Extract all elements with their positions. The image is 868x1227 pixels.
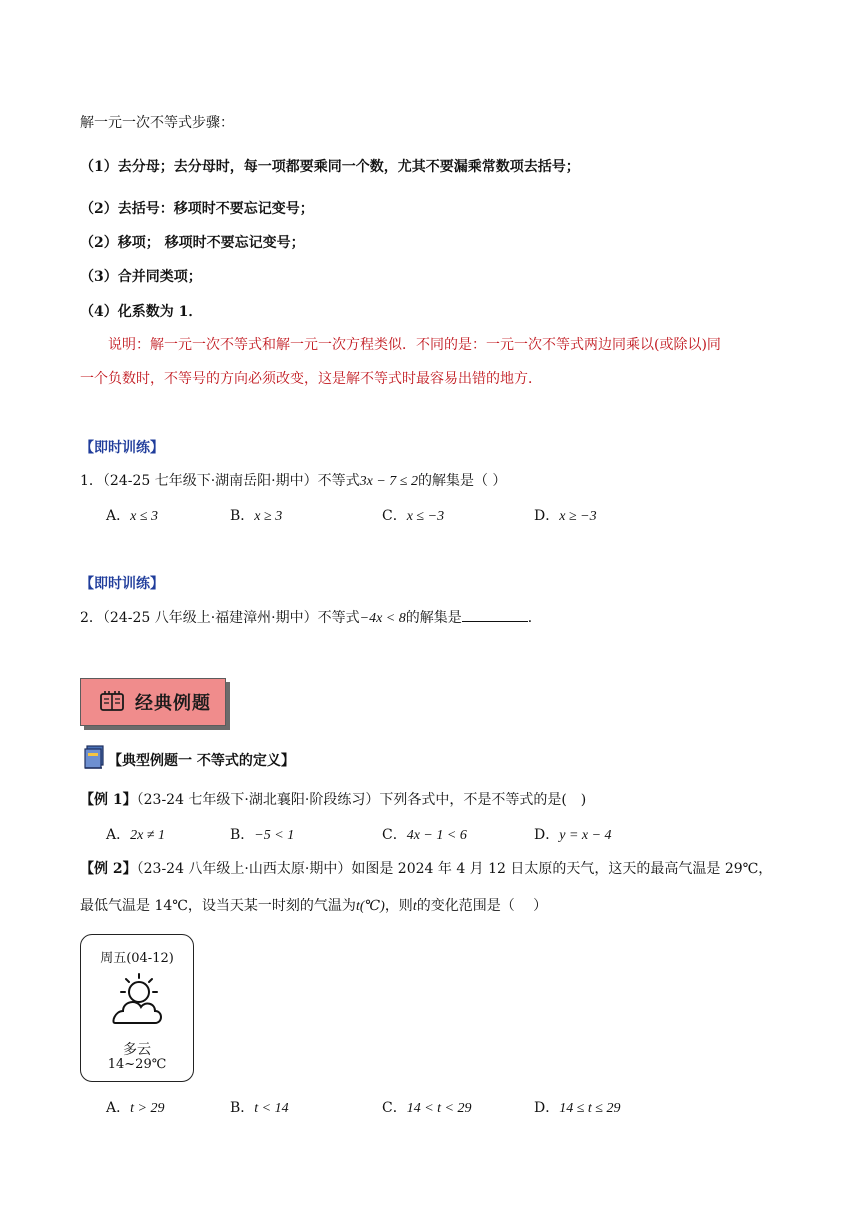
note-line-2: 一个负数时，不等号的方向必须改变，这是解不等式时最容易出错的地方． [80,371,542,387]
practice-1-option-d[interactable]: D．x ≥ −3 [534,508,597,524]
book-ring-icon [99,689,125,713]
example-1-option-d[interactable]: D．y = x − 4 [534,827,612,843]
practice-tag-2: 【即时训练】 [80,576,164,592]
step-4: （3）合并同类项； [80,269,202,285]
steps-heading: 解一元一次不等式步骤： [80,115,234,131]
weather-condition: 多云 [123,1042,151,1058]
weather-card [80,934,194,1082]
step-1: （1）去分母；去分母时，每一项都要乘同一个数，尤其不要漏乘常数项去括号； [80,159,580,175]
practice-1-option-c[interactable]: C．x ≤ −3 [382,508,445,524]
example-1-option-c[interactable]: C．4x − 1 < 6 [382,827,467,843]
example-1-option-b[interactable]: B．−5 < 1 [230,827,295,843]
banner-title: 经典例题 [135,693,211,714]
classic-examples-banner [80,678,226,726]
weather-date: 周五(04-12) [100,951,174,966]
practice-1-prefix: 1．（24-25 七年级下·湖南岳阳·期中）不等式 [80,473,360,489]
example-1-option-a[interactable]: A．2x ≠ 1 [106,827,166,843]
example-1-tag: 【例 1】 [80,792,137,808]
practice-1-suffix: 的解集是（ ） [417,473,507,489]
practice-1-option-a[interactable]: A．x ≤ 3 [106,508,159,524]
practice-tag-1: 【即时训练】 [80,440,164,456]
note-line-1: 说明：解一元一次不等式和解一元一次方程类似．不同的是：一元一次不等式两边同乘以(或除以)同 [108,337,721,353]
practice-1-question [80,470,506,490]
example-1-question: 【例 1】（23-24 七年级下·湖北襄阳·阶段练习）下列各式中，不是不等式的是( ) [80,792,587,808]
step-2: （2）去括号：移项时不要忘记变号； [80,201,314,217]
practice-2-question: 2．（24-25 八年级上·福建漳州·期中）不等式−4x < 8的解集是 ． [80,607,542,627]
practice-1-math: 3x − 7 ≤ 2 [359,474,418,489]
section-title: 【典型例题一 不等式的定义】 [108,753,295,769]
example-2-option-b[interactable]: B．t < 14 [230,1100,289,1116]
book-icon [82,744,106,770]
example-2-option-a[interactable]: A．t > 29 [106,1100,165,1116]
partly-cloudy-icon [105,971,167,1029]
practice-2-math: −4x < 8 [359,611,406,626]
example-2-tag: 【例 2】 [80,861,137,877]
example-2-line-1: 【例 2】（23-24 八年级上·山西太原·期中）如图是 2024 年 4 月 12 日太原的天气，这天的最高气温是 29℃， [80,861,773,877]
example-2-line-2: 最低气温是 14℃，设当天某一时刻的气温为t(℃)，则t的变化范围是（ ） [80,898,548,914]
example-2-option-d[interactable]: D．14 ≤ t ≤ 29 [534,1100,621,1116]
practice-1-option-b[interactable]: B．x ≥ 3 [230,508,283,524]
example-2-option-c[interactable]: C．14 < t < 29 [382,1100,472,1116]
step-3: （2）移项； 移项时不要忘记变号； [80,235,305,251]
weather-range: 14~29℃ [107,1057,167,1072]
step-5: （4）化系数为 1． [80,304,203,320]
answer-blank[interactable] [462,607,528,622]
